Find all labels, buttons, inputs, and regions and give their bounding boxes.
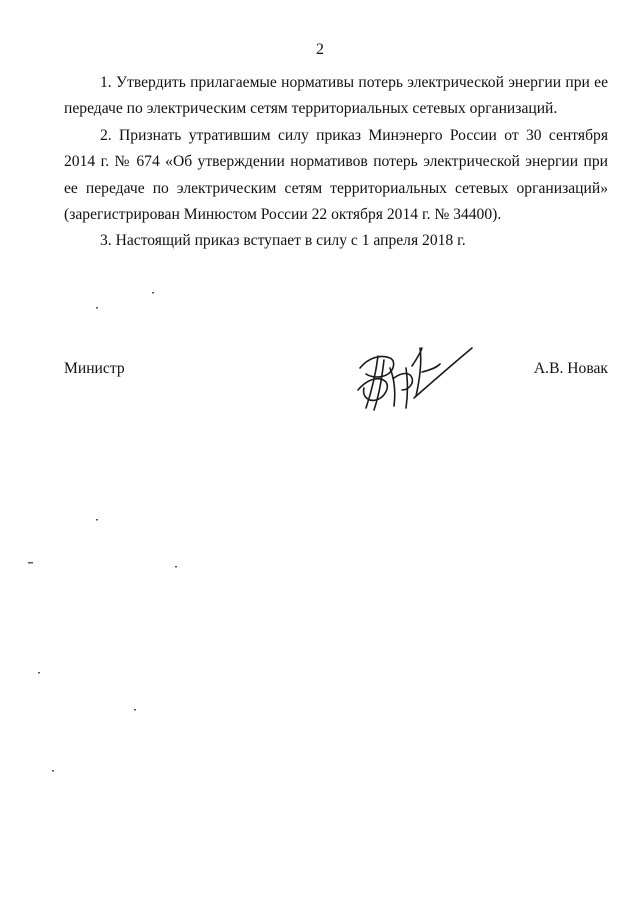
handwritten-signature — [350, 338, 478, 416]
page-number: 2 — [316, 41, 324, 58]
signer-position: Министр — [64, 360, 125, 377]
signer-name: А.В. Новак — [533, 360, 608, 377]
paragraph-approve-norms: 1. Утвердить прилагаемые нормативы потерь электрической энергии при ее передаче по электрическим сетям территориальных сетевых организаций. — [64, 74, 608, 118]
signature-block — [64, 358, 608, 380]
document-body — [64, 70, 608, 255]
paragraph-effective-date: 3. Настоящий приказ вступает в силу с 1 апреля 2018 г. — [100, 232, 466, 250]
paragraph-repeal-order: 2. Признать утратившим силу приказ Минэнерго России от 30 сентября 2014 г. № 674 «Об утверждении нормативов потерь электрической энергии при ее передаче по электрическим сетям территориальных сетевых организаций» (зарегистрирован Минюстом России 22 октября 2014 г. № 34400). — [64, 126, 608, 224]
